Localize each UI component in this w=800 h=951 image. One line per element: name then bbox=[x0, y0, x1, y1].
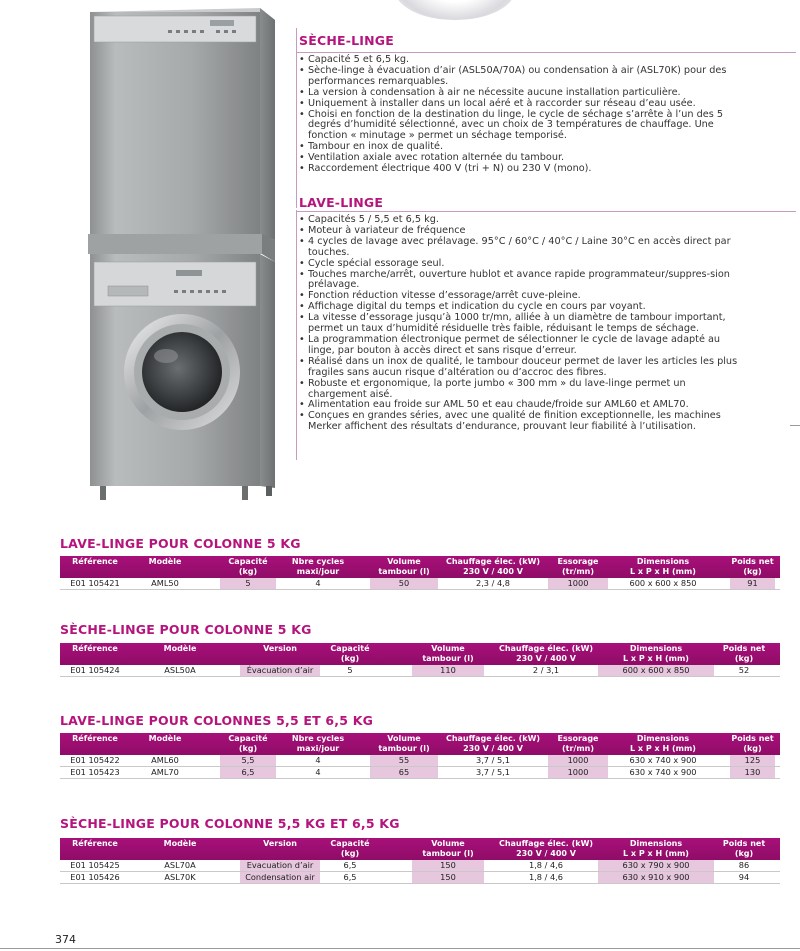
leader-line-dryer bbox=[296, 28, 297, 208]
column-header: Poids net (kg) bbox=[731, 734, 774, 753]
column-header: Dimensions L x P x H (mm) bbox=[630, 557, 696, 576]
table-row bbox=[60, 578, 780, 590]
table-cell: 6,5 bbox=[220, 767, 276, 778]
column-header: Modèle bbox=[148, 734, 182, 743]
table-cell: E01 105423 bbox=[70, 767, 120, 777]
table-row bbox=[60, 872, 780, 884]
table-cell: ASL70K bbox=[164, 872, 196, 882]
table-cell: ASL50A bbox=[164, 665, 196, 675]
column-header: Dimensions L x P x H (mm) bbox=[630, 734, 696, 753]
feature-bullet: • Choisi en fonction de la destination du linge, le cycle de séchage s’arrête à l’un des 5 degrés d’humidité sélectionné, avec un choix de 3 températures de chauffage. Une fonction « minutage » permet un séchage temporisé. bbox=[299, 110, 739, 143]
feature-bullet: • Conçues en grandes séries, avec une qualité de finition exceptionnelle, les machines Merker affichent des résultats d’endurance, prouvant leur fiabilité à l’utilisation. bbox=[299, 411, 739, 433]
table-header bbox=[60, 733, 780, 755]
feature-bullet: • Cycle spécial essorage seul. bbox=[299, 259, 739, 270]
decorative-swoosh bbox=[395, 0, 515, 20]
table-cell: 5 bbox=[220, 578, 276, 589]
column-header: Version bbox=[263, 839, 297, 848]
table-cell: 3,7 / 5,1 bbox=[475, 755, 510, 765]
table-cell: 3,7 / 5,1 bbox=[475, 767, 510, 777]
feature-bullet: • Réalisé dans un inox de qualité, le tambour douceur permet de laver les articles les plus fragiles sans aucun risque d’altération ou d’accroc des fibres. bbox=[299, 357, 739, 379]
column-header: Modèle bbox=[163, 644, 197, 653]
table-cell: 5 bbox=[347, 665, 353, 675]
table-cell: 55 bbox=[370, 755, 438, 766]
leader-line-washer bbox=[296, 210, 297, 460]
dryer-features-list bbox=[299, 55, 739, 175]
table-cell: 4 bbox=[315, 578, 321, 588]
feature-bullet: • Sèche-linge à évacuation d’air (ASL50A/70A) ou condensation à air (ASL70K) pour des performances remarquables. bbox=[299, 66, 739, 88]
column-header: Version bbox=[263, 644, 297, 653]
column-header: Volume tambour (l) bbox=[378, 734, 430, 753]
column-header: Poids net (kg) bbox=[731, 557, 774, 576]
table-cell: ASL70A bbox=[164, 860, 196, 870]
table-cell: 110 bbox=[412, 665, 484, 676]
column-header: Modèle bbox=[163, 839, 197, 848]
table-cell: Condensation air bbox=[240, 872, 320, 883]
table-header bbox=[60, 838, 780, 860]
table-cell: AML60 bbox=[151, 755, 179, 765]
dryer-5-5-6-5kg-table bbox=[60, 838, 780, 884]
table-cell: 600 x 600 x 850 bbox=[598, 665, 714, 676]
table-cell: 94 bbox=[738, 872, 750, 882]
table-cell: 4 bbox=[315, 755, 321, 765]
table-header bbox=[60, 643, 780, 665]
column-header: Poids net (kg) bbox=[722, 644, 766, 663]
table-cell: E01 105422 bbox=[70, 755, 120, 765]
washer-features-list bbox=[299, 215, 739, 433]
table-cell: 1000 bbox=[548, 767, 608, 778]
column-header: Capacité (kg) bbox=[228, 557, 268, 576]
column-header: Référence bbox=[72, 734, 118, 743]
feature-bullet: • Raccordement électrique 400 V (tri + N) ou 230 V (mono). bbox=[299, 164, 739, 175]
table-cell: 1000 bbox=[548, 578, 608, 589]
feature-bullet: • Affichage digital du temps et indication du cycle en cours par voyant. bbox=[299, 302, 739, 313]
column-header: Volume tambour (l) bbox=[378, 557, 430, 576]
washer-dryer-column-illustration bbox=[70, 0, 300, 510]
table-cell: E01 105425 bbox=[70, 860, 120, 870]
feature-bullet: • 4 cycles de lavage avec prélavage. 95°C / 60°C / 40°C / Laine 30°C en accès direct par touches. bbox=[299, 237, 739, 259]
table-cell: 150 bbox=[412, 872, 484, 883]
feature-bullet: • Capacités 5 / 5,5 et 6,5 kg. bbox=[299, 215, 739, 226]
column-header: Essorage (tr/mn) bbox=[557, 557, 599, 576]
margin-tick bbox=[790, 425, 800, 426]
table-header bbox=[60, 556, 780, 578]
table-title: SÈCHE-LINGE POUR COLONNE 5,5 KG ET 6,5 KG bbox=[60, 816, 400, 831]
table-cell: AML50 bbox=[151, 578, 179, 588]
table-title: LAVE-LINGE POUR COLONNE 5 KG bbox=[60, 536, 301, 551]
column-header: Dimensions L x P x H (mm) bbox=[623, 839, 689, 858]
column-header: Volume tambour (l) bbox=[422, 839, 474, 858]
column-header: Chauffage élec. (kW) 230 V / 400 V bbox=[498, 644, 594, 663]
table-cell: 86 bbox=[738, 860, 750, 870]
table-cell: 600 x 600 x 850 bbox=[629, 578, 697, 588]
dryer-5kg-table bbox=[60, 643, 780, 677]
column-header: Capacité (kg) bbox=[228, 734, 268, 753]
table-cell: 5,5 bbox=[220, 755, 276, 766]
table-row bbox=[60, 767, 780, 779]
washer-5-5-6-5kg-table bbox=[60, 733, 780, 779]
feature-bullet: • Moteur à variateur de fréquence bbox=[299, 226, 739, 237]
feature-bullet: • Robuste et ergonomique, la porte jumbo « 300 mm » du lave-linge permet un chargement aisé. bbox=[299, 379, 739, 401]
column-header: Volume tambour (l) bbox=[422, 644, 474, 663]
feature-bullet: • Tambour en inox de qualité. bbox=[299, 142, 739, 153]
table-cell: E01 105426 bbox=[70, 872, 120, 882]
table-cell: 630 x 740 x 900 bbox=[629, 755, 697, 765]
table-cell: Evacuation d’air bbox=[240, 860, 320, 871]
column-header: Chauffage élec. (kW) 230 V / 400 V bbox=[445, 557, 541, 576]
washer-section-title: LAVE-LINGE bbox=[299, 195, 384, 210]
leader-line-washer-h bbox=[296, 211, 796, 212]
column-header: Capacité (kg) bbox=[330, 839, 370, 858]
table-cell: 630 x 790 x 900 bbox=[598, 860, 714, 871]
feature-bullet: • Fonction réduction vitesse d’essorage/arrêt cuve-pleine. bbox=[299, 291, 739, 302]
table-cell: 130 bbox=[730, 767, 775, 778]
column-header: Chauffage élec. (kW) 230 V / 400 V bbox=[445, 734, 541, 753]
column-header: Référence bbox=[72, 839, 118, 848]
table-cell: 4 bbox=[315, 767, 321, 777]
table-cell: 65 bbox=[370, 767, 438, 778]
feature-bullet: • Capacité 5 et 6,5 kg. bbox=[299, 55, 739, 66]
table-cell: 2,3 / 4,8 bbox=[475, 578, 510, 588]
feature-bullet: • La vitesse d’essorage jusqu’à 1000 tr/mn, alliée à un diamètre de tambour important, permet un taux d’humidité résiduelle très faible, réduisant le temps de séchage. bbox=[299, 313, 739, 335]
table-cell: E01 105421 bbox=[70, 578, 120, 588]
dryer-section-title: SÈCHE-LINGE bbox=[299, 33, 394, 48]
column-header: Dimensions L x P x H (mm) bbox=[623, 644, 689, 663]
table-cell: AML70 bbox=[151, 767, 179, 777]
table-cell: 630 x 740 x 900 bbox=[629, 767, 697, 777]
column-header: Capacité (kg) bbox=[330, 644, 370, 663]
table-cell: 125 bbox=[730, 755, 775, 766]
table-cell: 150 bbox=[412, 860, 484, 871]
feature-bullet: • La version à condensation à air ne nécessite aucune installation particulière. bbox=[299, 88, 739, 99]
washer-5kg-table bbox=[60, 556, 780, 590]
leader-line-dryer-h bbox=[296, 52, 796, 53]
table-cell: 1,8 / 4,6 bbox=[528, 872, 563, 882]
column-header: Chauffage élec. (kW) 230 V / 400 V bbox=[498, 839, 594, 858]
table-cell: 2 / 3,1 bbox=[532, 665, 560, 675]
column-header: Nbre cycles maxi/jour bbox=[291, 557, 345, 576]
feature-bullet: • Ventilation axiale avec rotation alternée du tambour. bbox=[299, 153, 739, 164]
table-cell: E01 105424 bbox=[70, 665, 120, 675]
table-cell: 6,5 bbox=[343, 872, 357, 882]
table-row bbox=[60, 755, 780, 767]
column-header: Référence bbox=[72, 644, 118, 653]
table-cell: 1,8 / 4,6 bbox=[528, 860, 563, 870]
table-cell: 1000 bbox=[548, 755, 608, 766]
table-row bbox=[60, 665, 780, 677]
column-header: Essorage (tr/mn) bbox=[557, 734, 599, 753]
column-header: Modèle bbox=[148, 557, 182, 566]
feature-bullet: • Uniquement à installer dans un local aéré et à raccorder sur réseau d’eau usée. bbox=[299, 99, 739, 110]
table-cell: Évacuation d’air bbox=[240, 665, 320, 676]
table-cell: 630 x 910 x 900 bbox=[598, 872, 714, 883]
column-header: Nbre cycles maxi/jour bbox=[291, 734, 345, 753]
feature-bullet: • Touches marche/arrêt, ouverture hublot et avance rapide programmateur/suppres-sion prélavage. bbox=[299, 270, 739, 292]
page-rule bbox=[0, 948, 800, 949]
table-cell: 91 bbox=[730, 578, 775, 589]
table-title: SÈCHE-LINGE POUR COLONNE 5 KG bbox=[60, 622, 312, 637]
table-title: LAVE-LINGE POUR COLONNES 5,5 ET 6,5 KG bbox=[60, 713, 374, 728]
page-number: 374 bbox=[55, 933, 76, 946]
column-header: Poids net (kg) bbox=[722, 839, 766, 858]
table-cell: 50 bbox=[370, 578, 438, 589]
table-cell: 52 bbox=[738, 665, 750, 675]
feature-bullet: • La programmation électronique permet de sélectionner le cycle de lavage adapté au linge, par bouton à accès direct et sans risque d’erreur. bbox=[299, 335, 739, 357]
column-header: Référence bbox=[72, 557, 118, 566]
table-cell: 6,5 bbox=[343, 860, 357, 870]
feature-bullet: • Alimentation eau froide sur AML 50 et eau chaude/froide sur AML60 et AML70. bbox=[299, 400, 739, 411]
table-row bbox=[60, 860, 780, 872]
